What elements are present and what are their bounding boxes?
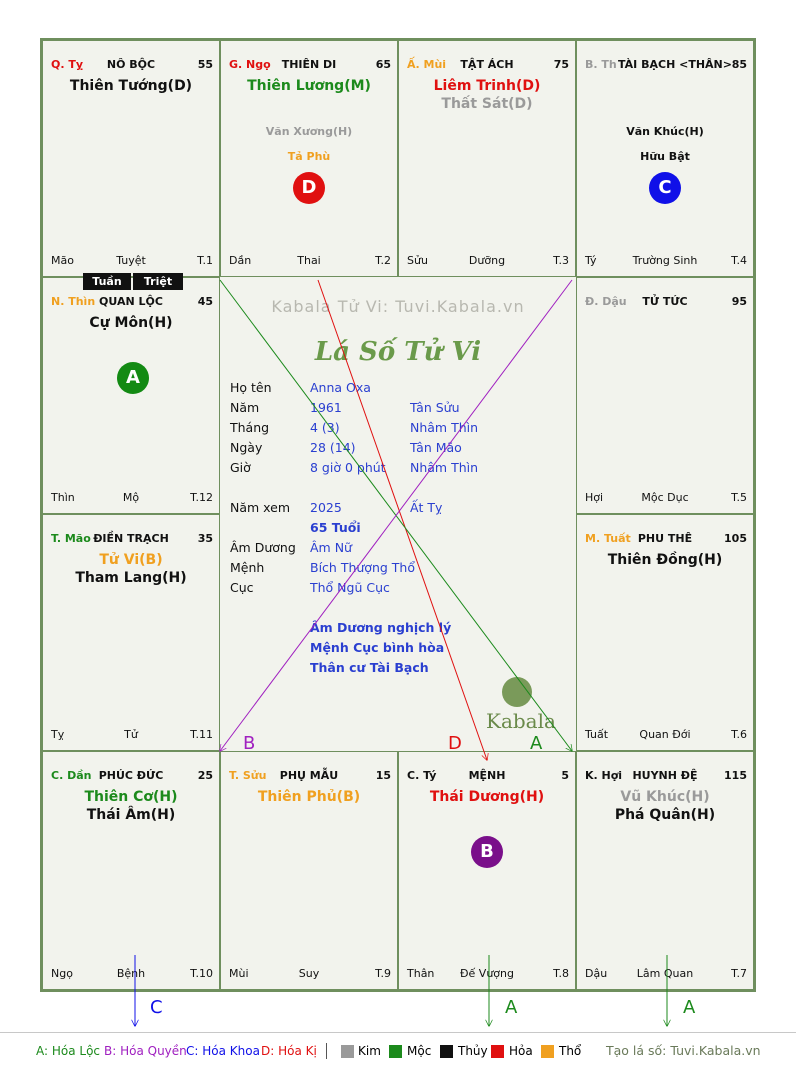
footer-branch: Tỵ (51, 728, 65, 741)
palace-branch: Đ. Dậu (585, 295, 627, 308)
footer-stage: Suy (298, 967, 320, 980)
palace-number: 5 (561, 769, 569, 782)
palace-number: 45 (197, 295, 213, 308)
footer-branch: Thân (407, 967, 435, 980)
info-label: Năm (230, 400, 260, 415)
palace-name: NÔ BỘC (106, 58, 156, 71)
arrow-label-a: A (530, 733, 543, 754)
info-value: 8 giờ 0 phút (310, 460, 386, 475)
info-value-canchi: Tân Mão (410, 440, 462, 455)
footer-index: T.9 (375, 967, 391, 980)
palace-name: TỬ TỨC (642, 295, 688, 308)
palace-name: HUYNH ĐỆ (632, 769, 698, 782)
footer-index: T.8 (553, 967, 569, 980)
legend-tho: Thổ (559, 1044, 582, 1058)
palace-name: PHÚC ĐỨC (98, 769, 164, 782)
footer-index: T.12 (190, 491, 213, 504)
note-line: Âm Dương nghịch lý (310, 620, 452, 635)
info-value: 2025 (310, 500, 342, 515)
palace-number: 25 (197, 769, 213, 782)
swatch-thuy (440, 1045, 453, 1058)
footer-branch: Thìn (51, 491, 75, 504)
swatch-hoa (491, 1045, 504, 1058)
legend-thuy: Thủy (458, 1044, 488, 1058)
info-value-canchi: Nhâm Thìn (410, 420, 479, 435)
info-label: Cục (230, 580, 254, 595)
chart-title: Lá Số Tử Vi (314, 337, 482, 367)
info-value-canchi: Nhâm Thìn (410, 460, 479, 475)
hoa-loc-marker: A (117, 362, 149, 394)
hoa-quyen-marker: B (471, 836, 503, 868)
minor-star: Tả Phù (287, 150, 331, 163)
arrow-label-c: C (150, 997, 163, 1018)
info-value: 28 (14) (310, 440, 356, 455)
palace-branch: T. Mão (51, 532, 91, 545)
footer-stage: Mộc Dục (641, 491, 689, 504)
main-star: Vũ Khúc(H) (620, 789, 710, 805)
legend-hoa-loc: A: Hóa Lộc (36, 1044, 101, 1058)
arrow-label-d: D (448, 733, 462, 754)
main-star: Phá Quân(H) (614, 807, 716, 823)
legend-kim: Kim (358, 1044, 381, 1058)
info-value: Anna Oxa (310, 380, 371, 395)
note-line: Mệnh Cục bình hòa (310, 640, 445, 655)
palace-branch: Ấ. Mùi (407, 58, 447, 71)
main-star: Thiên Cơ(H) (84, 789, 178, 805)
main-star: Thiên Lương(M) (247, 78, 371, 94)
footer-index: T.11 (190, 728, 213, 741)
palace-branch: Q. Tỵ (51, 58, 84, 71)
hoa-khoa-marker: C (649, 172, 681, 204)
age-value: 65 Tuổi (310, 520, 361, 535)
info-value-canchi: Tân Sửu (410, 400, 460, 415)
main-star: Cự Môn(H) (89, 315, 173, 331)
minor-star: Văn Khúc(H) (626, 125, 704, 138)
palace-branch: C. Dần (51, 769, 92, 782)
palace-number: 55 (197, 58, 213, 71)
footer-branch: Ngọ (51, 967, 73, 980)
main-star: Thất Sát(D) (441, 96, 533, 112)
palace-branch: B. Th (585, 58, 617, 71)
footer-stage: Đế Vượng (460, 967, 514, 980)
footer-stage: Lâm Quan (636, 967, 694, 980)
legend-separator (326, 1043, 327, 1059)
footer-branch: Mùi (229, 967, 249, 980)
palace-branch: N. Thìn (51, 295, 96, 308)
palace-name: PHU THÊ (637, 532, 693, 545)
info-value: Thổ Ngũ Cục (310, 580, 390, 595)
footer-index: T.3 (553, 254, 569, 267)
palace-name: TÀI BẠCH <THÂN> (618, 58, 732, 71)
palace-name: PHỤ MẪU (279, 769, 339, 782)
footer-index: T.4 (731, 254, 747, 267)
arrow-label-a: A (505, 997, 518, 1018)
footer-index: T.10 (190, 967, 213, 980)
footer-index: T.7 (731, 967, 747, 980)
kabala-logo-text: Kabala (486, 709, 556, 733)
palace-number: 85 (731, 58, 747, 71)
legend-hoa-quyen: B: Hóa Quyền (104, 1044, 187, 1058)
legend-hoa-khoa: C: Hóa Khoa (186, 1044, 260, 1058)
info-label: Năm xem (230, 500, 291, 515)
legend-hoa-ki: D: Hóa Kị (261, 1044, 317, 1058)
footer-index: T.5 (731, 491, 747, 504)
hoa-ki-line (318, 280, 487, 760)
footer-stage: Bệnh (116, 967, 146, 980)
main-star: Thiên Tướng(D) (69, 78, 193, 94)
footer-branch: Dần (229, 254, 252, 267)
watermark-text: Kabala Tử Vi: Tuvi.Kabala.vn (271, 297, 525, 316)
arrow-label-b: B (243, 733, 256, 754)
palace-number: 95 (731, 295, 747, 308)
info-value: 1961 (310, 400, 342, 415)
main-star: Tử Vi(B) (99, 552, 163, 568)
palace-branch: G. Ngọ (229, 58, 271, 71)
swatch-kim (341, 1045, 354, 1058)
main-star: Thiên Đồng(H) (607, 552, 723, 568)
minor-star: Văn Xương(H) (265, 125, 353, 138)
footer-branch: Sửu (407, 254, 428, 267)
footer-index: T.2 (375, 254, 391, 267)
palace-number: 35 (197, 532, 213, 545)
info-label: Mệnh (230, 560, 265, 575)
info-label: Giờ (230, 460, 251, 475)
info-value: Bích Thượng Thổ (310, 560, 415, 575)
palace-branch: C. Tý (407, 769, 437, 782)
site-credit-link[interactable]: Tạo lá số: Tuvi.Kabala.vn (606, 1043, 761, 1058)
footer-branch: Tuất (585, 728, 609, 741)
palace-name: QUAN LỘC (99, 295, 163, 308)
main-star: Thiên Phủ(B) (257, 789, 361, 805)
footer-stage: Dưỡng (468, 254, 506, 267)
footer-stage: Tử (124, 728, 138, 741)
footer-stage: Trường Sinh (632, 254, 698, 267)
swatch-tho (541, 1045, 554, 1058)
palace-number: 75 (553, 58, 569, 71)
palace-branch: T. Sửu (229, 769, 267, 782)
footer-stage: Quan Đới (639, 728, 691, 741)
hoa-ki-marker: D (293, 172, 325, 204)
palace-name: ĐIỀN TRẠCH (93, 532, 169, 545)
palace-number: 105 (724, 532, 747, 545)
main-star: Liêm Trinh(D) (433, 78, 541, 94)
footer-branch: Dậu (585, 967, 608, 980)
footer-index: T.6 (731, 728, 747, 741)
note-line: Thân cư Tài Bạch (310, 660, 429, 675)
main-star: Thái Dương(H) (429, 789, 545, 805)
info-value-canchi: Ất Tỵ (410, 500, 443, 515)
palace-name: MỆNH (468, 769, 506, 782)
legend-moc: Mộc (407, 1044, 432, 1058)
info-label: Ngày (230, 440, 263, 455)
main-star: Thái Âm(H) (86, 807, 176, 823)
info-value: Âm Nữ (310, 540, 352, 555)
triet-tag: Triệt (133, 273, 183, 290)
palace-number: 15 (375, 769, 391, 782)
tuan-tag: Tuần (83, 273, 131, 290)
footer-branch: Mão (51, 254, 74, 267)
main-star: Tham Lang(H) (75, 570, 187, 586)
arrow-label-a: A (683, 997, 696, 1018)
info-label: Họ tên (230, 380, 272, 395)
palace-name: THIÊN DI (281, 58, 337, 71)
swatch-moc (389, 1045, 402, 1058)
palace-number: 65 (375, 58, 391, 71)
legend-hoa: Hỏa (509, 1044, 533, 1058)
footer-branch: Hợi (585, 491, 604, 504)
palace-branch: M. Tuất (585, 532, 631, 545)
footer-branch: Tý (585, 254, 597, 267)
footer-stage: Thai (297, 254, 321, 267)
palace-number: 115 (724, 769, 747, 782)
footer-stage: Mộ (122, 491, 140, 504)
info-label: Âm Dương (230, 540, 296, 555)
footer-index: T.1 (197, 254, 213, 267)
legend-divider (0, 1032, 796, 1033)
info-value: 4 (3) (310, 420, 340, 435)
palace-branch: K. Hợi (585, 769, 623, 782)
info-label: Tháng (230, 420, 270, 435)
minor-star: Hữu Bật (640, 150, 690, 163)
footer-stage: Tuyệt (116, 254, 146, 267)
palace-name: TẬT ÁCH (460, 58, 514, 71)
